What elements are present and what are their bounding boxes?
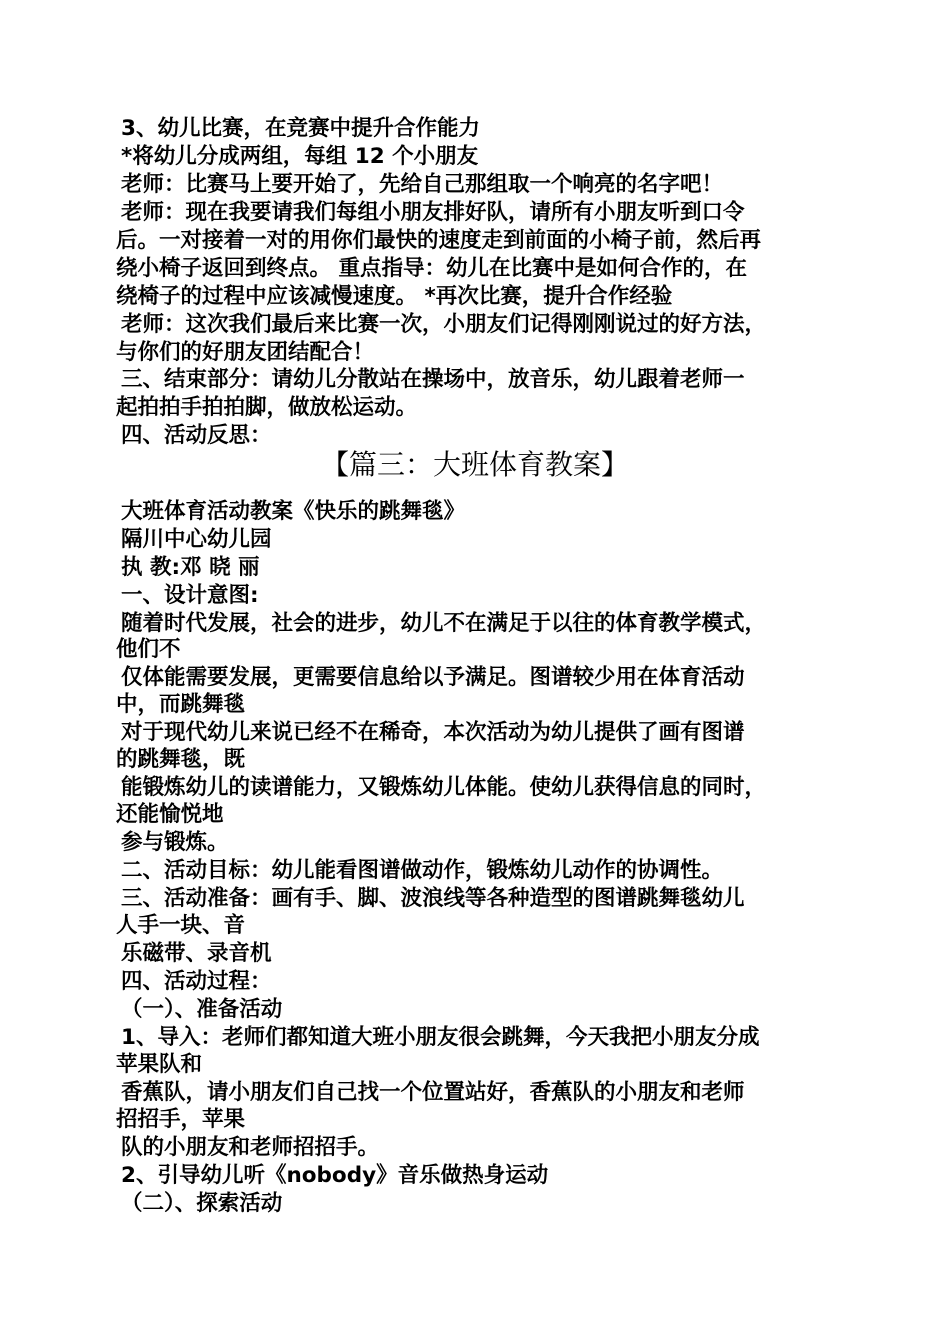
text-line: 三、结束部分：请幼儿分散站在操场中，放音乐，幼儿跟着老师一 xyxy=(121,367,745,392)
text-line: 中，而跳舞毯 xyxy=(116,692,246,717)
text-line: 一、设计意图: xyxy=(121,583,259,608)
text-line: 老师：比赛马上要开始了，先给自己那组取一个响亮的名字吧！ xyxy=(121,172,724,197)
text-line: 他们不 xyxy=(116,637,181,662)
text-line: 参与锻炼。 xyxy=(121,830,229,855)
text-line: 还能愉悦地 xyxy=(116,802,224,827)
text-line: 2、引导幼儿听《nobody》音乐做热身运动 xyxy=(121,1163,549,1188)
text-line: 与你们的好朋友团结配合！ xyxy=(116,340,375,365)
text-line: 对于现代幼儿来说已经不在稀奇，本次活动为幼儿提供了画有图谱 xyxy=(121,720,745,745)
text-line: 四、活动过程： xyxy=(121,969,272,994)
text-line: 招招手，苹果 xyxy=(116,1107,246,1132)
text-line: *将幼儿分成两组，每组 12 个小朋友 xyxy=(121,144,479,169)
text-line: 3、幼儿比赛，在竞赛中提升合作能力 xyxy=(121,116,480,141)
text-line: 执 教:邓 晓 丽 xyxy=(121,555,260,580)
text-line: 的跳舞毯，既 xyxy=(116,747,246,772)
text-line: 队的小朋友和老师招招手。 xyxy=(121,1135,380,1160)
text-line: 乐磁带、录音机 xyxy=(121,941,272,966)
text-line: （一）、准备活动 xyxy=(121,997,283,1022)
text-line: 仅体能需要发展，更需要信息给以予满足。图谱较少用在体育活动 xyxy=(121,665,745,690)
text-line: 四、活动反思： xyxy=(121,423,272,448)
section-heading: 【篇三：大班体育教案】 xyxy=(320,448,629,481)
text-line: 后。一对接着一对的用你们最快的速度走到前面的小椅子前，然后再 xyxy=(116,228,762,253)
text-line: 老师：这次我们最后来比赛一次，小朋友们记得刚刚说过的好方法， xyxy=(121,312,767,337)
text-line: 绕小椅子返回到终点。 重点指导：幼儿在比赛中是如何合作的，在 xyxy=(116,256,747,281)
text-line: 人手一块、音 xyxy=(116,913,246,938)
text-line: 起拍拍手拍拍脚，做放松运动。 xyxy=(116,395,418,420)
text-line: 大班体育活动教案《快乐的跳舞毯》 xyxy=(121,499,466,524)
text-line: 随着时代发展，社会的进步，幼儿不在满足于以往的体育教学模式， xyxy=(121,611,767,636)
text-line: 老师：现在我要请我们每组小朋友排好队，请所有小朋友听到口令 xyxy=(121,200,745,225)
text-line: 苹果队和 xyxy=(116,1052,203,1077)
text-line: （二）、探索活动 xyxy=(121,1191,283,1216)
text-line: 绕椅子的过程中应该减慢速度。 *再次比赛，提升合作经验 xyxy=(116,284,673,309)
text-line: 香蕉队，请小朋友们自己找一个位置站好，香蕉队的小朋友和老师 xyxy=(121,1080,745,1105)
text-line: 二、活动目标：幼儿能看图谱做动作，锻炼幼儿动作的协调性。 xyxy=(121,858,724,883)
text-line: 能锻炼幼儿的读谱能力，又锻炼幼儿体能。使幼儿获得信息的同时， xyxy=(121,775,767,800)
text-line: 1、导入：老师们都知道大班小朋友很会跳舞，今天我把小朋友分成 xyxy=(121,1025,760,1050)
text-line: 三、活动准备：画有手、脚、波浪线等各种造型的图谱跳舞毯幼儿 xyxy=(121,886,745,911)
text-line: 隔川中心幼儿园 xyxy=(121,527,272,552)
